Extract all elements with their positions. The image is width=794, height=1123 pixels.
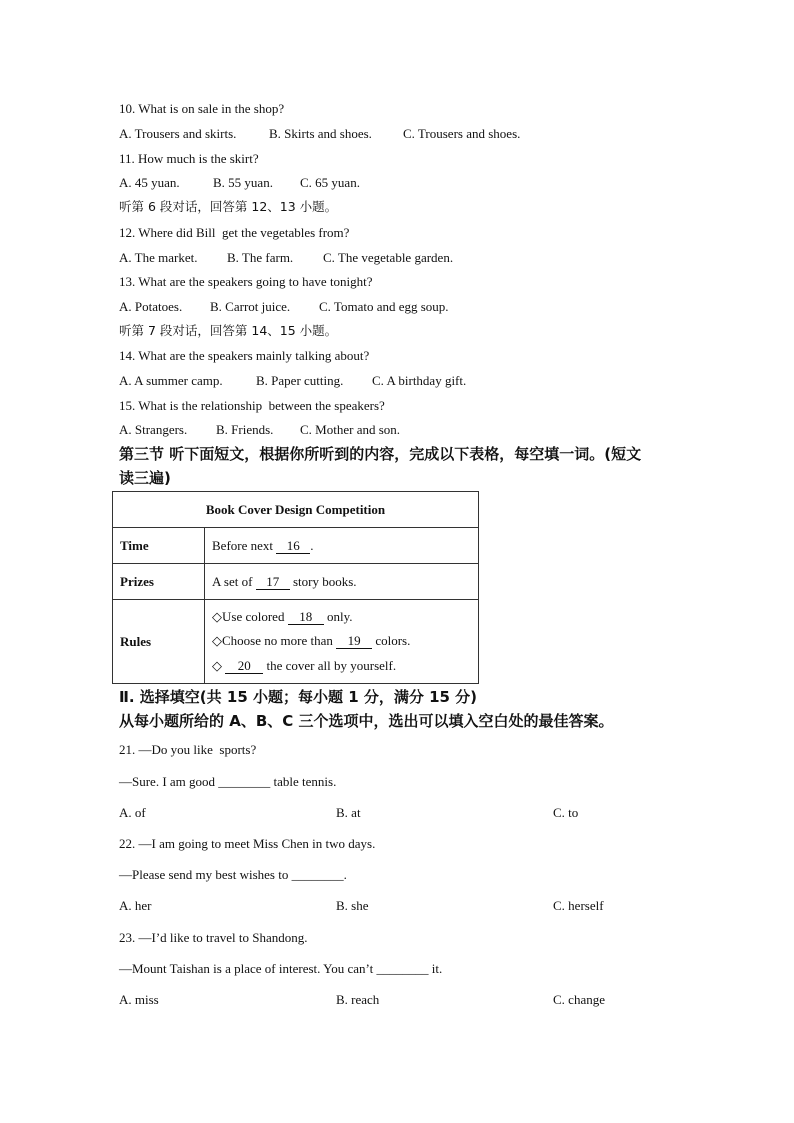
section2-heading: Ⅱ. 选择填空(共 15 小题；每小题 1 分，满分 15 分) [119, 688, 478, 706]
time-label: Time [113, 528, 205, 564]
option-c: C. 65 yuan. [300, 175, 360, 190]
rules-label: Rules [113, 600, 205, 684]
question-text: 10. What is on sale in the shop? [119, 101, 285, 116]
rule-1-text: ◇Use colored [212, 608, 288, 624]
option-c: C. change [553, 992, 605, 1007]
section2-instruction: 从每小题所给的 A、B、C 三个选项中，选出可以填入空白处的最佳答案。 [119, 712, 614, 730]
rules-cell [205, 600, 479, 684]
rule-3-end: the cover all by yourself. [263, 657, 397, 673]
option-c: C. The vegetable garden. [323, 250, 454, 265]
section3-heading-line1: 第三节 听下面短文，根据你所听到的内容，完成以下表格，每空填一词。(短文 [119, 445, 642, 463]
blank-20: 20 [225, 659, 263, 674]
option-b: B. Paper cutting. [256, 373, 344, 388]
question-text: 11. How much is the skirt? [119, 151, 259, 166]
option-a: A. Strangers. [119, 422, 188, 437]
question-line1: 23. —I’d like to travel to Shandong. [119, 930, 308, 945]
option-b: B. Carrot juice. [210, 299, 291, 314]
option-a: A. A summer camp. [119, 373, 223, 388]
option-b: B. she [336, 898, 369, 913]
rule-2-text: ◇Choose no more than [212, 633, 337, 649]
competition-table [112, 491, 479, 684]
instruction-dialogue-7: 听第 7 段对话，回答第 14、15 小题。 [119, 323, 338, 338]
blank-19: 19 [336, 634, 372, 649]
option-c: C. Trousers and shoes. [403, 126, 521, 141]
question-line2: —Sure. I am good ________ table tennis. [119, 774, 337, 789]
blank-16: 16 [276, 539, 310, 554]
question-line1: 22. —I am going to meet Miss Chen in two days. [119, 836, 376, 851]
prizes-text: A set of [212, 573, 256, 589]
option-c: C. Mother and son. [300, 422, 401, 437]
option-c: C. herself [553, 898, 604, 913]
option-a: A. Potatoes. [119, 299, 183, 314]
rule-2 [212, 629, 471, 654]
table-title: Book Cover Design Competition [113, 492, 479, 528]
prizes-label: Prizes [113, 564, 205, 600]
prizes-cell [205, 564, 479, 600]
option-c: C. Tomato and egg soup. [319, 299, 449, 314]
rule-3-text: ◇ [212, 657, 226, 673]
instruction-dialogue-6: 听第 6 段对话，回答第 12、13 小题。 [119, 199, 338, 214]
question-line2: —Mount Taishan is a place of interest. You can’t ________ it. [119, 961, 443, 976]
question-text: 13. What are the speakers going to have tonight? [119, 274, 373, 289]
option-a: A. miss [119, 992, 159, 1007]
question-text: 12. Where did Bill get the vegetables from? [119, 225, 350, 240]
time-cell [205, 528, 479, 564]
option-c: C. A birthday gift. [372, 373, 467, 388]
blank-17: 17 [256, 575, 290, 590]
prizes-end: story books. [289, 573, 357, 589]
question-line2: —Please send my best wishes to ________. [119, 867, 347, 882]
rule-1 [212, 605, 471, 630]
rule-2-end: colors. [372, 633, 411, 649]
rule-3 [212, 654, 471, 679]
option-a: A. of [119, 805, 146, 820]
option-b: B. The farm. [227, 250, 294, 265]
option-b: B. at [336, 805, 361, 820]
time-end: . [310, 537, 314, 553]
rule-1-end: only. [323, 608, 353, 624]
option-a: A. 45 yuan. [119, 175, 180, 190]
option-a: A. her [119, 898, 152, 913]
section3-heading-line2: 读三遍) [119, 469, 171, 487]
question-text: 14. What are the speakers mainly talking about? [119, 348, 370, 363]
option-a: A. Trousers and skirts. [119, 126, 237, 141]
blank-18: 18 [288, 610, 324, 625]
option-c: C. to [553, 805, 579, 820]
option-b: B. 55 yuan. [213, 175, 273, 190]
question-text: 15. What is the relationship between the speakers? [119, 398, 385, 413]
time-text: Before next [212, 537, 277, 553]
option-b: B. Friends. [216, 422, 274, 437]
option-b: B. Skirts and shoes. [269, 126, 372, 141]
option-b: B. reach [336, 992, 380, 1007]
question-line1: 21. —Do you like sports? [119, 742, 257, 757]
option-a: A. The market. [119, 250, 198, 265]
